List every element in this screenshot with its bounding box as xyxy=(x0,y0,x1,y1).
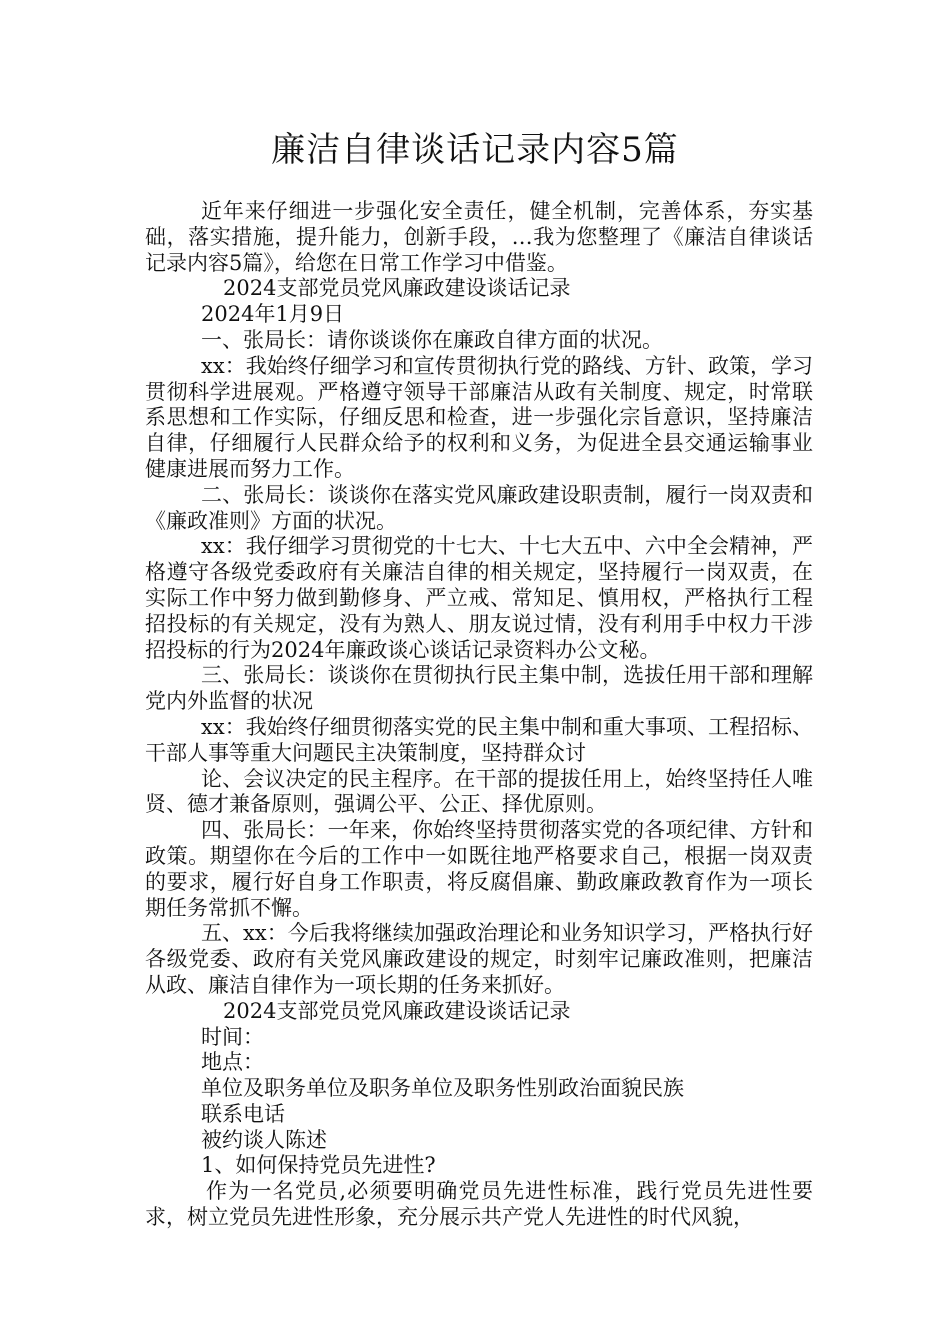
question-paragraph: 一、张局长：请你谈谈你在廉政自律方面的状况。 xyxy=(201,327,663,352)
intro-paragraph: 近年来仔细进一步强化安全责任，健全机制，完善体系，夯实基础，落实措施，提升能力，创新手段，…我为您整理了《廉洁自律谈话记录内容5篇》，给您在日常工作学习中借鉴。 xyxy=(145,199,813,275)
section-heading: 2024支部党员党风廉政建设谈话记录 xyxy=(223,276,571,301)
section-heading: 2024支部党员党风廉政建设谈话记录 xyxy=(223,998,571,1023)
record-date: 2024年1月9日 xyxy=(201,302,345,327)
answer-paragraph: xx：我始终仔细贯彻落实党的民主集中制和重大事项、工程招标、干部人事等重大问题民主决策制度，坚持群众讨 xyxy=(145,714,813,765)
question-paragraph: 三、张局长：谈谈你在贯彻执行民主集中制，选拔任用干部和理解党内外监督的状况 xyxy=(145,663,813,714)
document-body xyxy=(145,199,813,1231)
answer-paragraph: xx：我始终仔细学习和宣传贯彻执行党的路线、方针、政策，学习贯彻科学进展观。严格遵守领导干部廉洁从政有关制度、规定，时常联系思想和工作实际，仔细反思和检查，进一步强化宗旨意识，坚持廉洁自律，仔细履行人民群众给予的权利和义务，为促进全县交通运输事业健康进展而努力工作。 xyxy=(145,353,813,481)
question-paragraph: 四、张局长：一年来，你始终坚持贯彻落实党的各项纪律、方针和政策。期望你在今后的工作中一如既往地严格要求自己，根据一岗双责的要求，履行好自身工作职责，将反腐倡廉、勤政廉政教育作为一项长期任务常抓不懈。 xyxy=(145,818,813,920)
answer-paragraph-continued: 论、会议决定的民主程序。在干部的提拔任用上，始终坚持任人唯贤、德才兼备原则，强调公平、公正、择优原则。 xyxy=(145,766,813,817)
answer-paragraph: 五、xx：今后我将继续加强政治理论和业务知识学习，严格执行好各级党委、政府有关党风廉政建设的规定，时刻牢记廉政准则，把廉洁从政、廉洁自律作为一项长期的任务来抓好。 xyxy=(145,921,813,997)
form-field-statement: 被约谈人陈述 xyxy=(201,1127,327,1152)
answer-paragraph: 作为一名党员,必须要明确党员先进性标准，践行党员先进性要求，树立党员先进性形象，充分展示共产党人先进性的时代风貌， xyxy=(145,1179,813,1230)
question-paragraph: 二、张局长：谈谈你在落实党风廉政建设职责制，履行一岗双责和《廉政准则》方面的状况。 xyxy=(145,482,813,533)
document-title: 廉洁自律谈话记录内容5篇 xyxy=(271,130,679,170)
form-field-units: 单位及职务单位及职务单位及职务性别政治面貌民族 xyxy=(201,1076,684,1101)
form-field-time: 时间： xyxy=(201,1024,264,1049)
answer-paragraph: xx：我仔细学习贯彻党的十七大、十七大五中、六中全会精神，严格遵守各级党委政府有关廉洁自律的相关规定，坚持履行一岗双责，在实际工作中努力做到勤修身、严立戒、常知足、慎用权，严格执行工程招投标的有关规定，没有为熟人、朋友说过情，没有利用手中权力干涉招投标的行为2024年廉政谈心谈话记录资料办公文秘。 xyxy=(145,534,813,662)
form-field-phone: 联系电话 xyxy=(201,1101,285,1126)
form-field-location: 地点： xyxy=(201,1050,264,1075)
question-item: 1、如何保持党员先进性? xyxy=(201,1153,436,1178)
